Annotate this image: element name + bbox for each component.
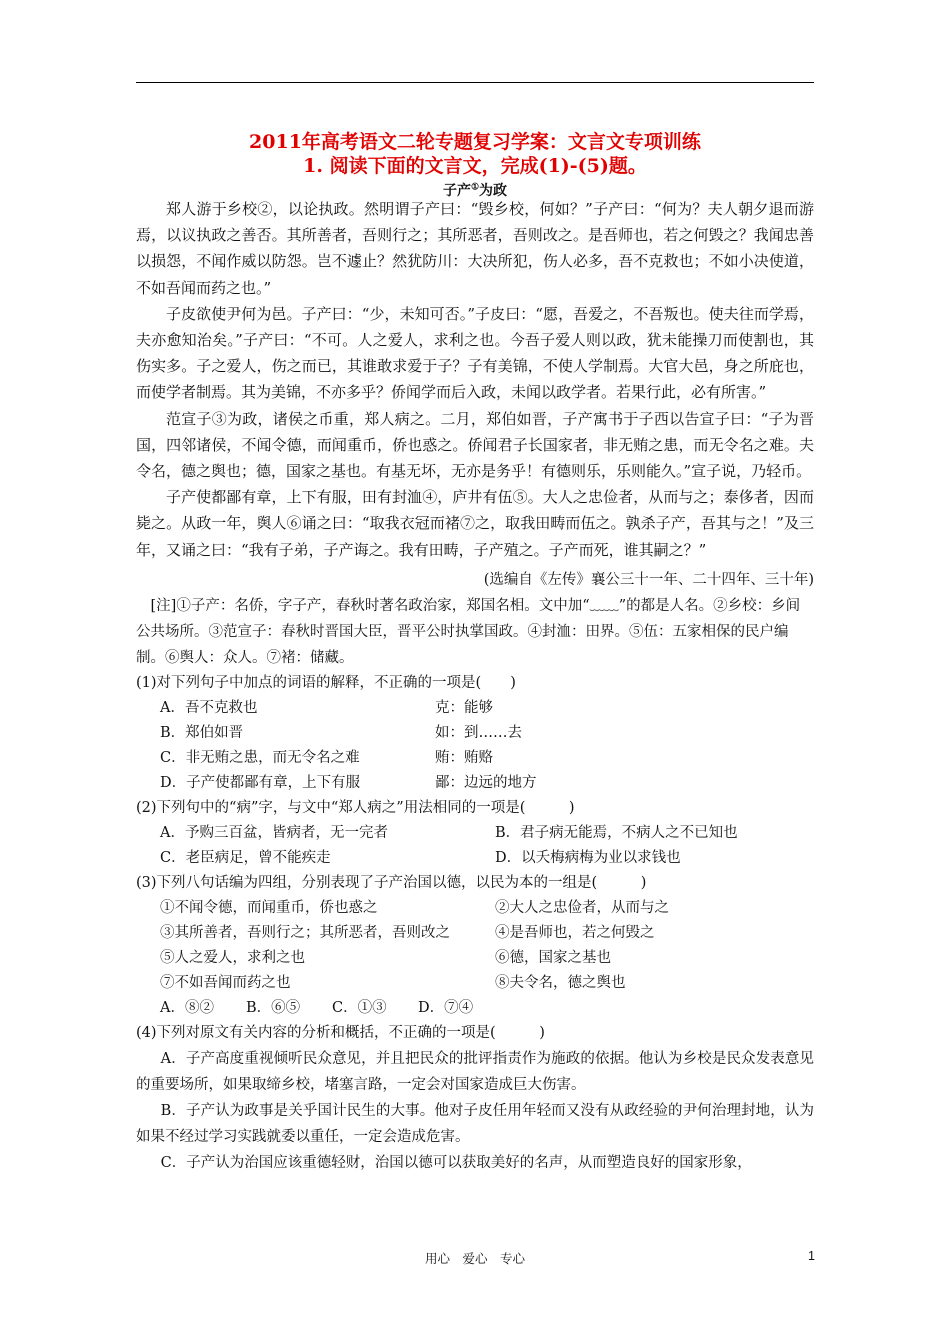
- question-1-option-a: A．吾不克救也 克：能够: [160, 699, 493, 716]
- question-1-stem: (1)对下列句子中加点的词语的解释，不正确的一项是( ): [136, 674, 516, 691]
- question-3-choices: [136, 996, 814, 1021]
- question-3-choice-a: A．⑧②: [160, 999, 214, 1016]
- passage-title: 子产①为政: [442, 182, 508, 199]
- question-3-item-8: ⑧夫令名，德之舆也: [495, 974, 626, 991]
- question-3-items: [136, 896, 814, 996]
- question-3-stem: (3)下列八句话编为四组，分别表现了子产治国以德，以民为本的一组是( ): [136, 874, 647, 891]
- question-3-item-4: ④是吾师也，若之何毁之: [495, 924, 655, 941]
- question-4-option-b: B．子产认为政事是关乎国计民生的大事。他对子皮任用年轻而又没有从政经验的尹何治理封地，认为如果不经过学习实践就委以重任，一定会造成危害。: [136, 1102, 814, 1145]
- question-2-option-b: B．君子病无能焉，不病人之不已知也: [495, 824, 738, 841]
- question-3-item-2: ②大人之忠俭者，从而与之: [495, 899, 669, 916]
- passage-paragraph-4: 子产使都鄙有章，上下有服，田有封洫④，庐井有伍⑤。大人之忠俭者，从而与之；泰侈者，因而毙之。从政一年，舆人⑥诵之曰：“取我衣冠而褚⑦之，取我田畴而伍之。孰杀子产，吾其与之！”及三年，又诵之曰：“我有子弟，子产诲之。我有田畴，子产殖之。子产而死，谁其嗣之？”: [136, 488, 814, 559]
- question-3-item-1: ①不闻令德，而闻重币，侨也惑之: [160, 899, 378, 916]
- question-3-item-5: ⑤人之爱人，求利之也: [160, 949, 305, 966]
- page-number: 1: [808, 1249, 815, 1263]
- question-4-option-a: A．子产高度重视倾听民众意见，并且把民众的批评指责作为施政的依据。他认为乡校是民众发表意见的重要场所，如果取缔乡校，堵塞言路，一定会对国家造成巨大伤害。: [136, 1050, 814, 1093]
- question-4-option-c: C．子产认为治国应该重德轻财，治国以德可以获取美好的名声，从而塑造良好的国家形象，: [160, 1154, 752, 1171]
- passage-source: (选编自《左传》襄公三十一年、二十四年、三十年): [483, 571, 814, 588]
- question-3-item-6: ⑥德，国家之基也: [495, 949, 611, 966]
- question-2-option-d: D．以夭梅病梅为业以求钱也: [495, 849, 681, 866]
- page-footer: 用心 爱心 专心: [424, 1251, 525, 1266]
- question-2-stem: (2)下列句中的“病”字，与文中“郑人病之”用法相同的一项是( ): [136, 799, 575, 816]
- question-3-choice-d: D．⑦④: [418, 999, 474, 1016]
- passage-paragraph-2: 子皮欲使尹何为邑。子产曰：“少，未知可否。”子皮曰：“愿，吾爱之，不吾叛也。使夫往而学焉，夫亦愈知治矣。”子产曰：“不可。人之爱人，求利之也。今吾子爱人则以政，犹未能操刀而使割也，其伤实多。子之爱人，伤之而已，其谁敢求爱于子？子有美锦，不使人学制焉。大官大邑，身之所庇也，而使学者制焉。其为美锦，不亦多乎？侨闻学而后入政，未闻以政学者。若果行此，必有所害。”: [136, 304, 814, 402]
- question-3-item-7: ⑦不如吾闻而药之也: [160, 974, 291, 991]
- question-2-options: [136, 821, 814, 871]
- question-3-choice-c: C．①③: [332, 999, 387, 1016]
- question-1-option-c: C．非无贿之患，而无令名之难 贿：贿赂: [160, 749, 493, 766]
- question-3-item-3: ③其所善者，吾则行之；其所恶者，吾则改之: [160, 924, 450, 941]
- question-3-choice-b: B．⑥⑤: [246, 999, 301, 1016]
- question-1-option-d: D．子产使都鄙有章，上下有服 鄙：边远的地方: [160, 774, 537, 791]
- passage-paragraph-3: 范宣子③为政，诸侯之币重，郑人病之。二月，郑伯如晋，子产寓书于子西以告宣子曰：“子为晋国，四邻诸侯，不闻令德，而闻重币，侨也惑之。侨闻君子长国家者，非无贿之患，而无令名之难。夫令名，德之舆也；德，国家之基也。有基无坏，无亦是务乎！有德则乐，乐则能久。”宣子说，乃轻币。: [136, 409, 814, 481]
- question-4-stem: (4)下列对原文有关内容的分析和概括，不正确的一项是( ): [136, 1024, 545, 1041]
- passage-notes: [注]①子产：名侨，字子产，春秋时著名政治家，郑国名相。文中加“﹏﹏”的都是人名。②乡校：乡间公共场所。③范宣子：春秋时晋国大臣，晋平公时执掌国政。④封洫：田界。⑤伍：五家相保的民户编制。⑥舆人：众人。⑦褚：储藏。: [136, 597, 801, 666]
- question-2-option-c: C．老臣病足，曾不能疾走: [160, 849, 331, 866]
- header-rule: [136, 82, 814, 83]
- passage-paragraph-1: 郑人游于乡校②，以论执政。然明谓子产曰：“毁乡校，何如？”子产曰：“何为？夫人朝夕退而游焉，以议执政之善否。其所善者，吾则行之；其所恶者，吾则改之。是吾师也，若之何毁之？我闻忠善以损怨，不闻作威以防怨。岂不遽止？然犹防川：大决所犯，伤人必多，吾不克救也；不如小决使道，不如吾闻而药之也。”: [136, 200, 814, 297]
- document-body: [136, 196, 814, 1176]
- document-title: 2011年高考语文二轮专题复习学案：文言文专项训练: [249, 131, 701, 153]
- question-1-option-b: B．郑伯如晋 如：到……去: [160, 724, 522, 741]
- exercise-heading: 1. 阅读下面的文言文，完成(1)-(5)题。: [303, 155, 647, 177]
- question-2-option-a: A．予购三百盆，皆病者，无一完者: [160, 824, 388, 841]
